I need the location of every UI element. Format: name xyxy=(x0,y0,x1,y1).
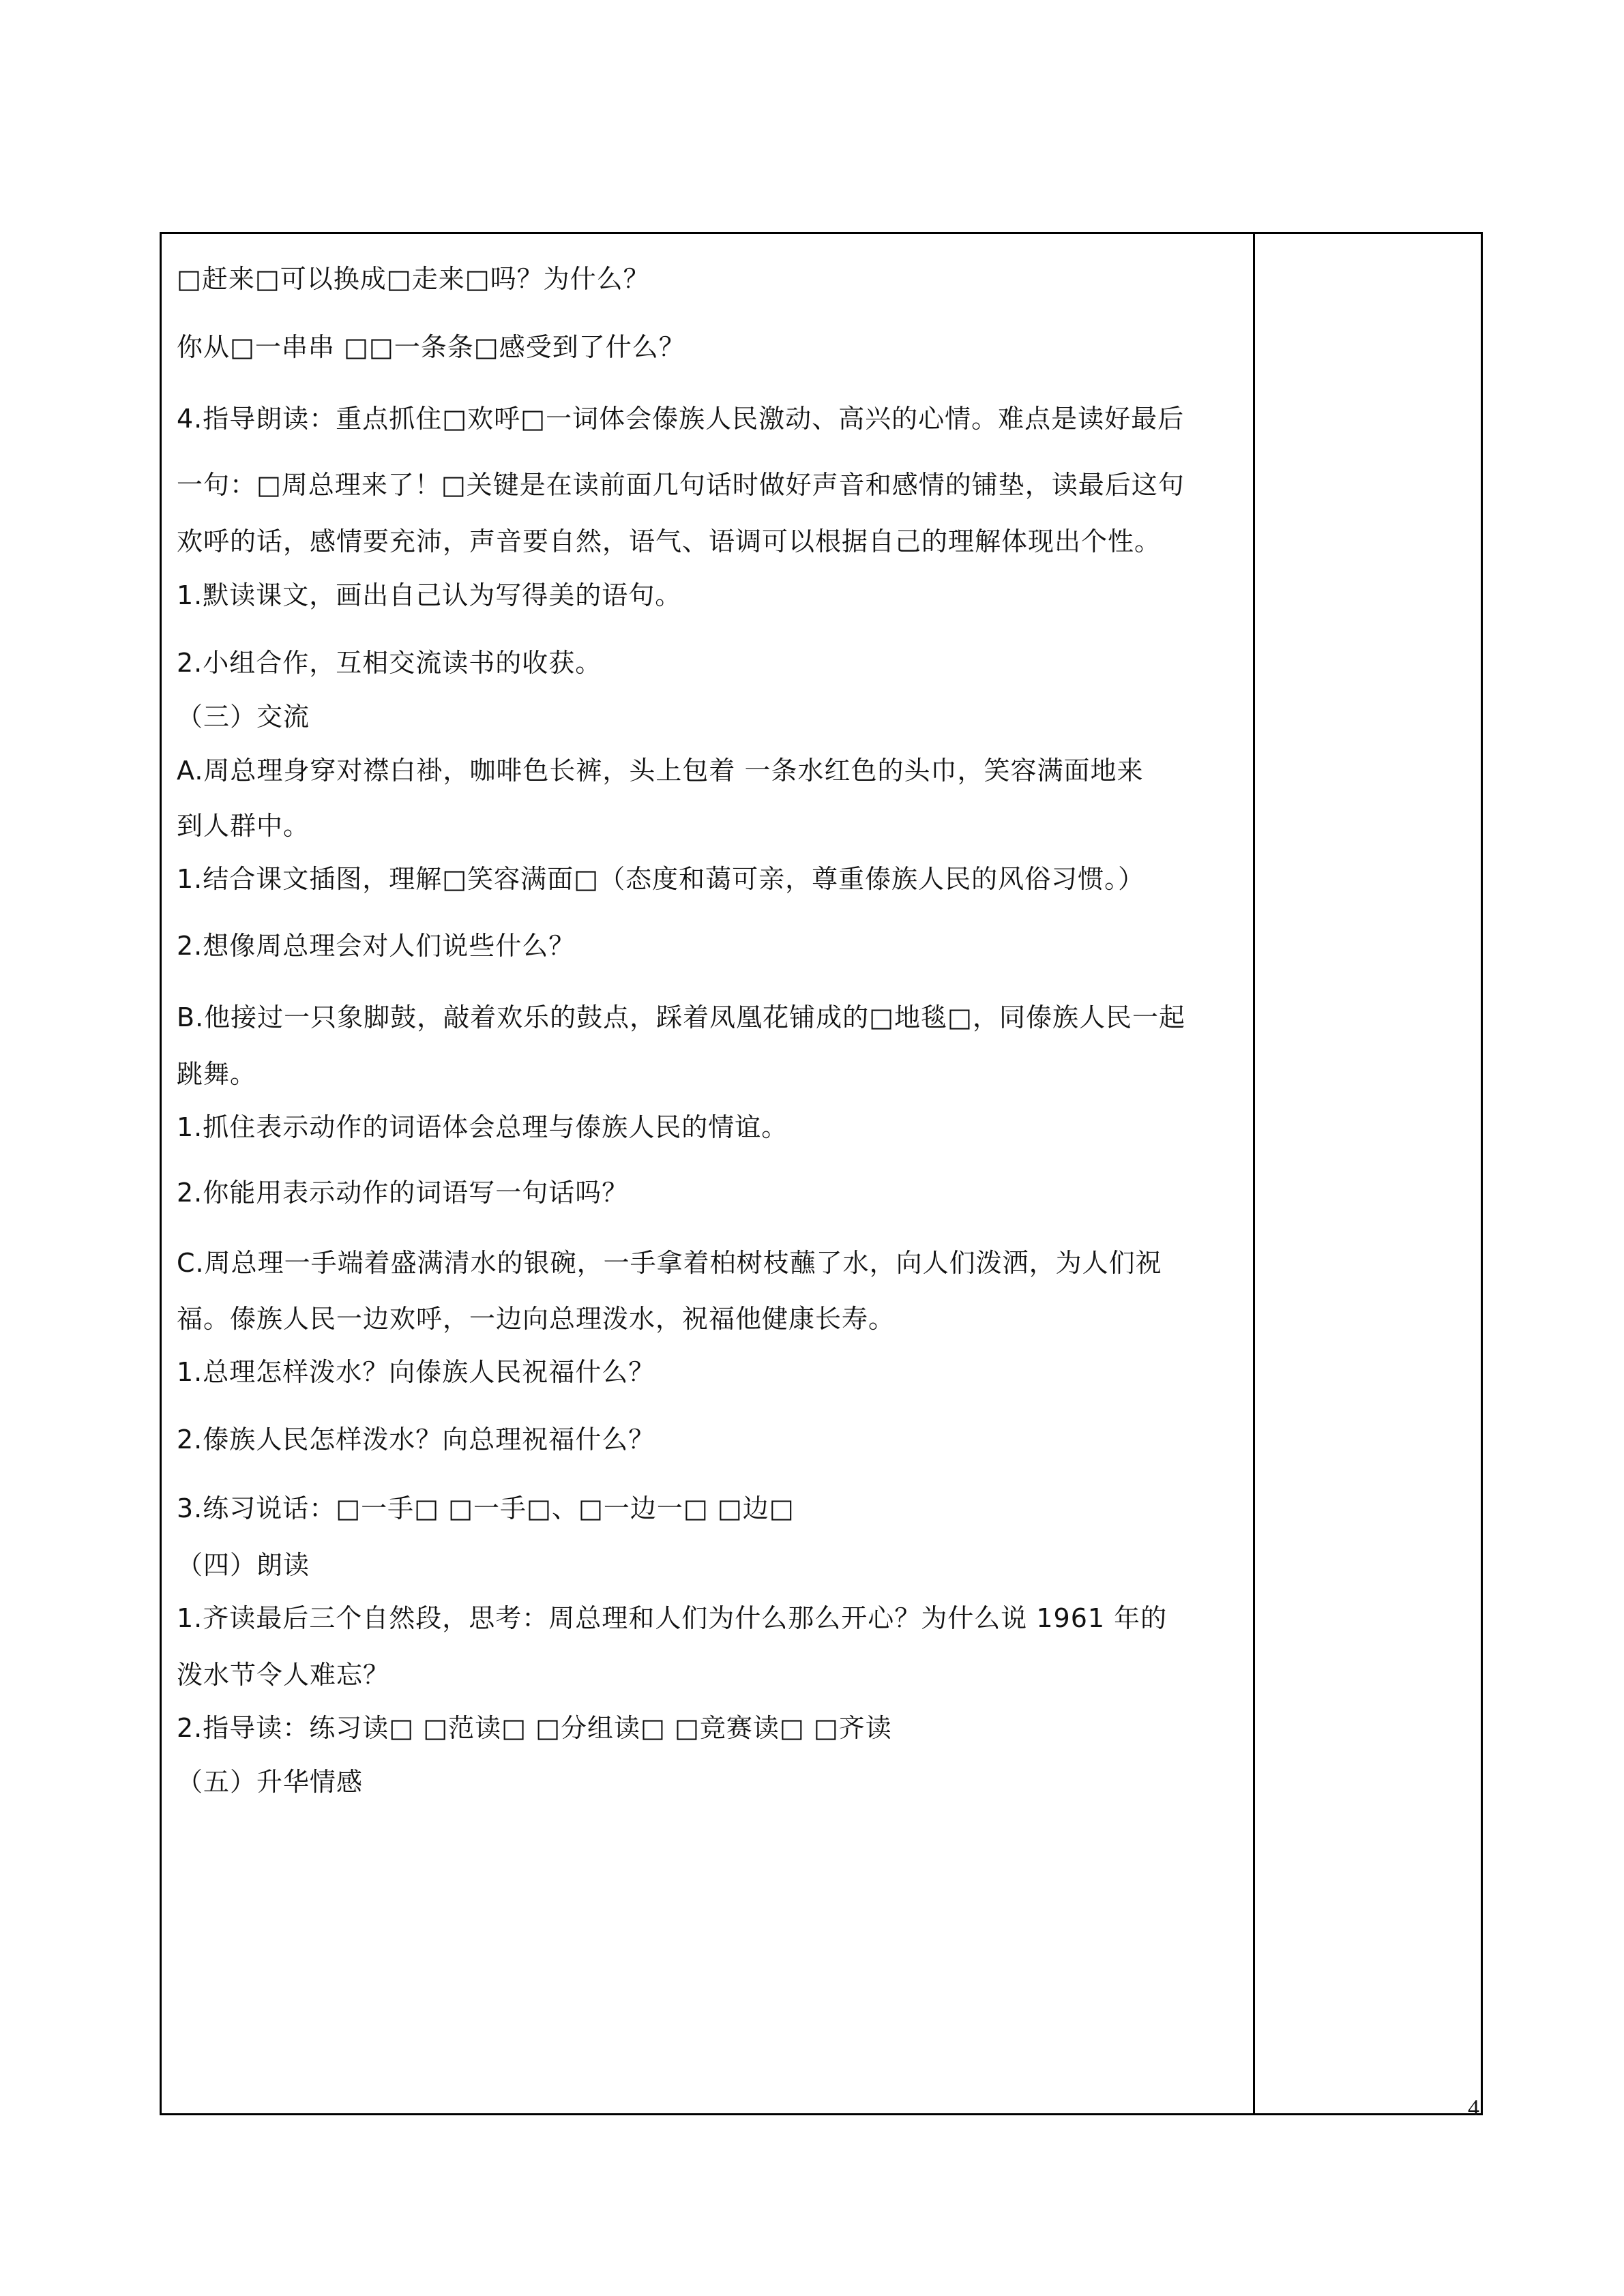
section-heading: （三）交流 xyxy=(177,702,310,732)
text-line: 跳舞。 xyxy=(177,1059,257,1089)
text-line: 2.想像周总理会对人们说些什么？ xyxy=(177,931,576,961)
text-line: □赶来□可以换成□走来□吗？为什么？ xyxy=(177,264,650,294)
text-line: 一句：□周总理来了！□关键是在读前面几句话时做好声音和感情的铺垫，读最后这句 xyxy=(177,470,1185,500)
text-line: 3.练习说话：□一手□ □一手□、□一边一□ □边□ xyxy=(177,1493,795,1523)
text-line: 泼水节令人难忘？ xyxy=(177,1660,390,1690)
text-line: 2.傣族人民怎样泼水？向总理祝福什么？ xyxy=(177,1425,655,1455)
text-line: C.周总理一手端着盛满清水的银碗，一手拿着柏树枝蘸了水，向人们泼洒，为人们祝 xyxy=(177,1248,1162,1278)
text-line: 1.结合课文插图，理解□笑容满面□（态度和蔼可亲，尊重傣族人民的风俗习惯。） xyxy=(177,864,1145,894)
text-line: 福。傣族人民一边欢呼，一边向总理泼水，祝福他健康长寿。 xyxy=(177,1304,896,1334)
text-line: 4.指导朗读：重点抓住□欢呼□一词体会傣族人民激动、高兴的心情。难点是读好最后 xyxy=(177,404,1185,434)
text-line: 2.你能用表示动作的词语写一句话吗？ xyxy=(177,1178,629,1208)
lesson-table xyxy=(160,232,1483,2115)
text-line: 到人群中。 xyxy=(177,811,310,841)
text-line: 欢呼的话，感情要充沛，声音要自然，语气、语调可以根据自己的理解体现出个性。 xyxy=(177,526,1162,556)
page-number: 4 xyxy=(1468,2096,1479,2121)
text-line: 2.指导读：练习读□ □范读□ □分组读□ □竞赛读□ □齐读 xyxy=(177,1713,892,1743)
text-line: 1.总理怎样泼水？向傣族人民祝福什么？ xyxy=(177,1357,655,1387)
section-heading: （四）朗读 xyxy=(177,1550,310,1580)
text-line: A.周总理身穿对襟白褂，咖啡色长裤，头上包着 一条水红色的头巾，笑容满面地来 xyxy=(177,756,1144,786)
text-line: 1.齐读最后三个自然段，思考：周总理和人们为什么那么开心？为什么说 1961 年的 xyxy=(177,1603,1168,1633)
text-line: 你从□一串串 □□一条条□感受到了什么？ xyxy=(177,332,685,362)
text-line: 1.抓住表示动作的词语体会总理与傣族人民的情谊。 xyxy=(177,1112,788,1142)
text-line: B.他接过一只象脚鼓，敲着欢乐的鼓点，踩着凤凰花铺成的□地毯□，同傣族人民一起 xyxy=(177,1002,1185,1032)
text-line: 2.小组合作，互相交流读书的收获。 xyxy=(177,648,602,678)
section-heading: （五）升华情感 xyxy=(177,1767,364,1797)
lesson-content-cell xyxy=(177,234,1241,2113)
notes-cell xyxy=(1255,234,1481,2113)
text-line: 1.默读课文，画出自己认为写得美的语句。 xyxy=(177,580,682,610)
